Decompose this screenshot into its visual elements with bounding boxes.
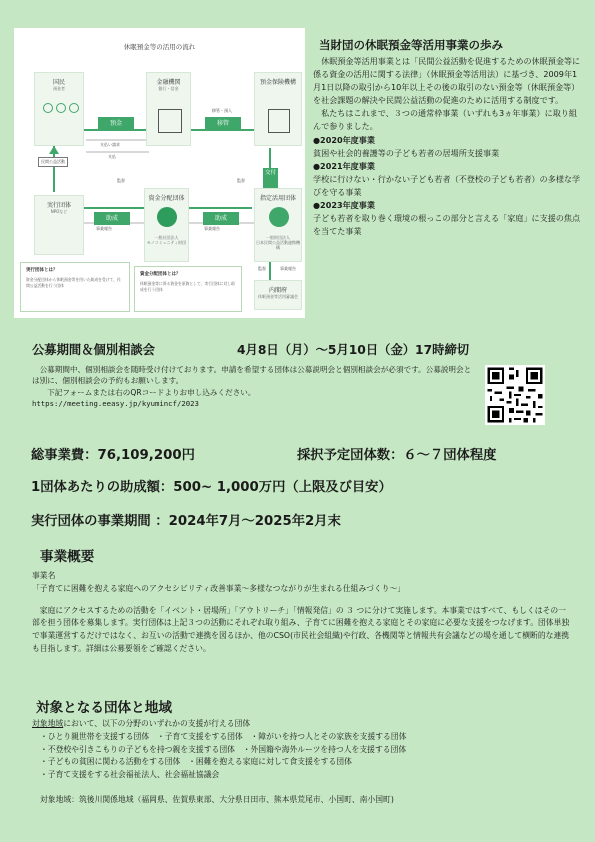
target-heading: 対象となる団体と地域 xyxy=(36,700,172,716)
recruit-instruction: 下記フォームまたは右のQRコードよりお申し込みください。 xyxy=(47,387,256,397)
bank-building-icon xyxy=(158,109,182,133)
target-area-link: 対象地域 xyxy=(32,719,64,728)
transfer-small-label: 移管・預入 xyxy=(212,108,232,113)
report-label: 事業報告 xyxy=(280,266,296,271)
target-item: ・不登校や引きこもりの子どもを持つ親を支援する団体 ・外国籍や海外ルーツを持つ人を支援する団体 xyxy=(40,744,407,754)
exec-box: 実行団体 NPOなど xyxy=(34,195,84,255)
recruit-url-link[interactable]: https://meeting.eeasy.jp/kyumincf/2023 xyxy=(32,398,199,408)
project-2021-heading: ●2021年度事業 xyxy=(313,160,375,171)
qr-code[interactable] xyxy=(485,365,545,425)
report-label: 事業報告 xyxy=(96,226,112,231)
project-2020-text: 貧困や社会的養護等の子ども若者の居場所支援事業 xyxy=(313,147,500,158)
recruit-date: 4月8日（月）～5月10日（金）17時締切 xyxy=(237,343,470,357)
diagram-title: 休眠預金等の活用の流れ xyxy=(123,43,196,51)
target-area: 対象地域：筑後川関係地域（福岡県、佐賀県東部、大分県日田市、熊本県荒尾市、小国町、南小国町) xyxy=(40,794,394,804)
recruit-text xyxy=(32,364,472,409)
fund-logo-icon xyxy=(157,207,177,227)
grant-tag: 交付 xyxy=(263,168,278,192)
bank-box: 金融機関 銀行・信金 xyxy=(146,72,191,146)
citizen-box: 国民 預金者 xyxy=(34,72,84,146)
history-paragraph: 休眠預金等活用事業とは「民間公益活動を促進するための休眠預金等に係る資金の活用に関する法律」（休眠預金等活用法）に基づき、2009年1月1日以降の取引から10年以上その後の取引のない預金等（休眠預金等）を社会課題の解決や民間公益活動の促進のために活用する制度です。 xyxy=(313,56,581,106)
supervise-label: 監督 xyxy=(258,266,266,271)
project-name-label: 事業名 xyxy=(32,571,56,580)
overview-body xyxy=(32,570,572,656)
cabinet-box: 内閣府 休眠預金等活用審議会 xyxy=(254,280,302,310)
target-item: ・ひとり親世帯を支援する団体 ・子育て支援をする団体 ・障がいを持つ人とその家族を支援する団体 xyxy=(40,731,407,741)
supervise-label: 監督 xyxy=(237,178,245,183)
dic-box: 預金保険機構 xyxy=(254,72,302,146)
history-body xyxy=(313,55,583,238)
flow-diagram xyxy=(14,28,305,318)
project-2021-text: 学校に行けない・行かない子ども若者（不登校の子ども若者）の多様な学びを守る事業 xyxy=(313,173,581,197)
total-budget: 総事業費：76,109,200円 xyxy=(31,448,195,463)
person-icon xyxy=(56,103,66,113)
grant-amount: 1団体あたりの助成額：500~ 1,000万円（上限及び目安） xyxy=(31,480,392,495)
exec-definition-note: 実行団体とは？ 資金分配団体から休眠預金等を用いた助成を受けて、民間公益活動を行う団体 xyxy=(20,262,130,312)
history-title: 当財団の休眠預金等活用事業の歩み xyxy=(319,38,503,52)
target-body xyxy=(32,718,582,807)
building-icon xyxy=(268,109,290,133)
report-label: 事業報告 xyxy=(204,226,220,231)
project-period: 実行団体の事業期間 ：2024年7月～2025年2月末 xyxy=(31,514,341,529)
target-intro: 対象地域において、以下の分野のいずれかの支援が行える団体 xyxy=(32,719,251,728)
grant-tag: 助成 xyxy=(94,212,130,225)
project-2023-text: 子ども若者を取り巻く環境の根っこの部分と言える「家庭」に支援の焦点を当てた事業 xyxy=(313,213,581,237)
public-activity-label: 民間公益活動 xyxy=(38,157,68,167)
history-paragraph: 私たちはこれまで、３つの通常枠事業（いずれも3ヵ年事業）に取り組んで参りました。 xyxy=(313,108,577,132)
overview-heading: 事業概要 xyxy=(40,549,95,565)
repay-label: 支払 xyxy=(108,154,116,159)
person-icon xyxy=(43,103,53,113)
overview-description: 家庭にアクセスするための活動を「イベント・居場所」「アウトリーチ」「情報発信」の ３ つに分けて実施します。本事業ではすべて、もしくはその一部を担う団体を募集します。実行団体は上記３つの活動にそれぞれ取り組み、子育てに困難を抱える家庭とその家庭に必要な支援をつなげます。団体単独で事業運営するだけではなく、お互いの活動で連携を図るほか、他のCSO(市民社会組織)や行政、各機関等と情報共有会議などの場を通して横断的な連携も目指します。詳細は公募要領をご確認ください。 xyxy=(32,605,570,653)
project-2020-heading: ●2020年度事業 xyxy=(313,134,375,145)
target-item: ・子どもの貧困に関わる活動をする団体 ・困難を抱える家庭に対して食支援をする団体 xyxy=(40,757,352,767)
designated-logo-icon xyxy=(269,207,289,227)
supervise-label: 監督 xyxy=(117,178,125,183)
project-2023-heading: ●2023年度事業 xyxy=(313,200,375,211)
person-icon xyxy=(69,103,79,113)
fund-box: 資金分配団体 一般社団法人 モノコミュニティ財団 xyxy=(144,188,189,262)
transfer-tag: 移管 xyxy=(205,117,241,130)
recruit-desc: 公募期間中、個別相談会を随時受け付けております。申請を希望する団体は公募説明会と個別相談会が必須です。公募説明会とは別に、個別相談会の予約もお願いします。 xyxy=(32,365,472,386)
project-name: 「子育てに困難を抱える家庭へのアクセシビリティ改善事業～多様なつながりが生まれる仕組みづくり～」 xyxy=(32,583,406,593)
grant-tag: 助成 xyxy=(203,212,239,225)
target-item: ・子育て支援をする社会福祉法人、社会福祉協議会 xyxy=(40,770,220,780)
adoption-count: 採択予定団体数：６～７団体程度 xyxy=(297,448,497,463)
designated-box: 指定活用団体 一般財団法人 日本民間公益活動連携機構 xyxy=(254,188,302,262)
deposit-tag: 預金 xyxy=(98,117,134,130)
repay-request-label: 支払い請求 xyxy=(100,142,120,147)
recruit-title: 公募期間＆個別相談会 xyxy=(32,343,155,357)
fund-definition-note: 資金分配団体とは？ 休眠預金等に係る資金を原資として、実行団体に対し助成を行う団体 xyxy=(134,266,242,312)
